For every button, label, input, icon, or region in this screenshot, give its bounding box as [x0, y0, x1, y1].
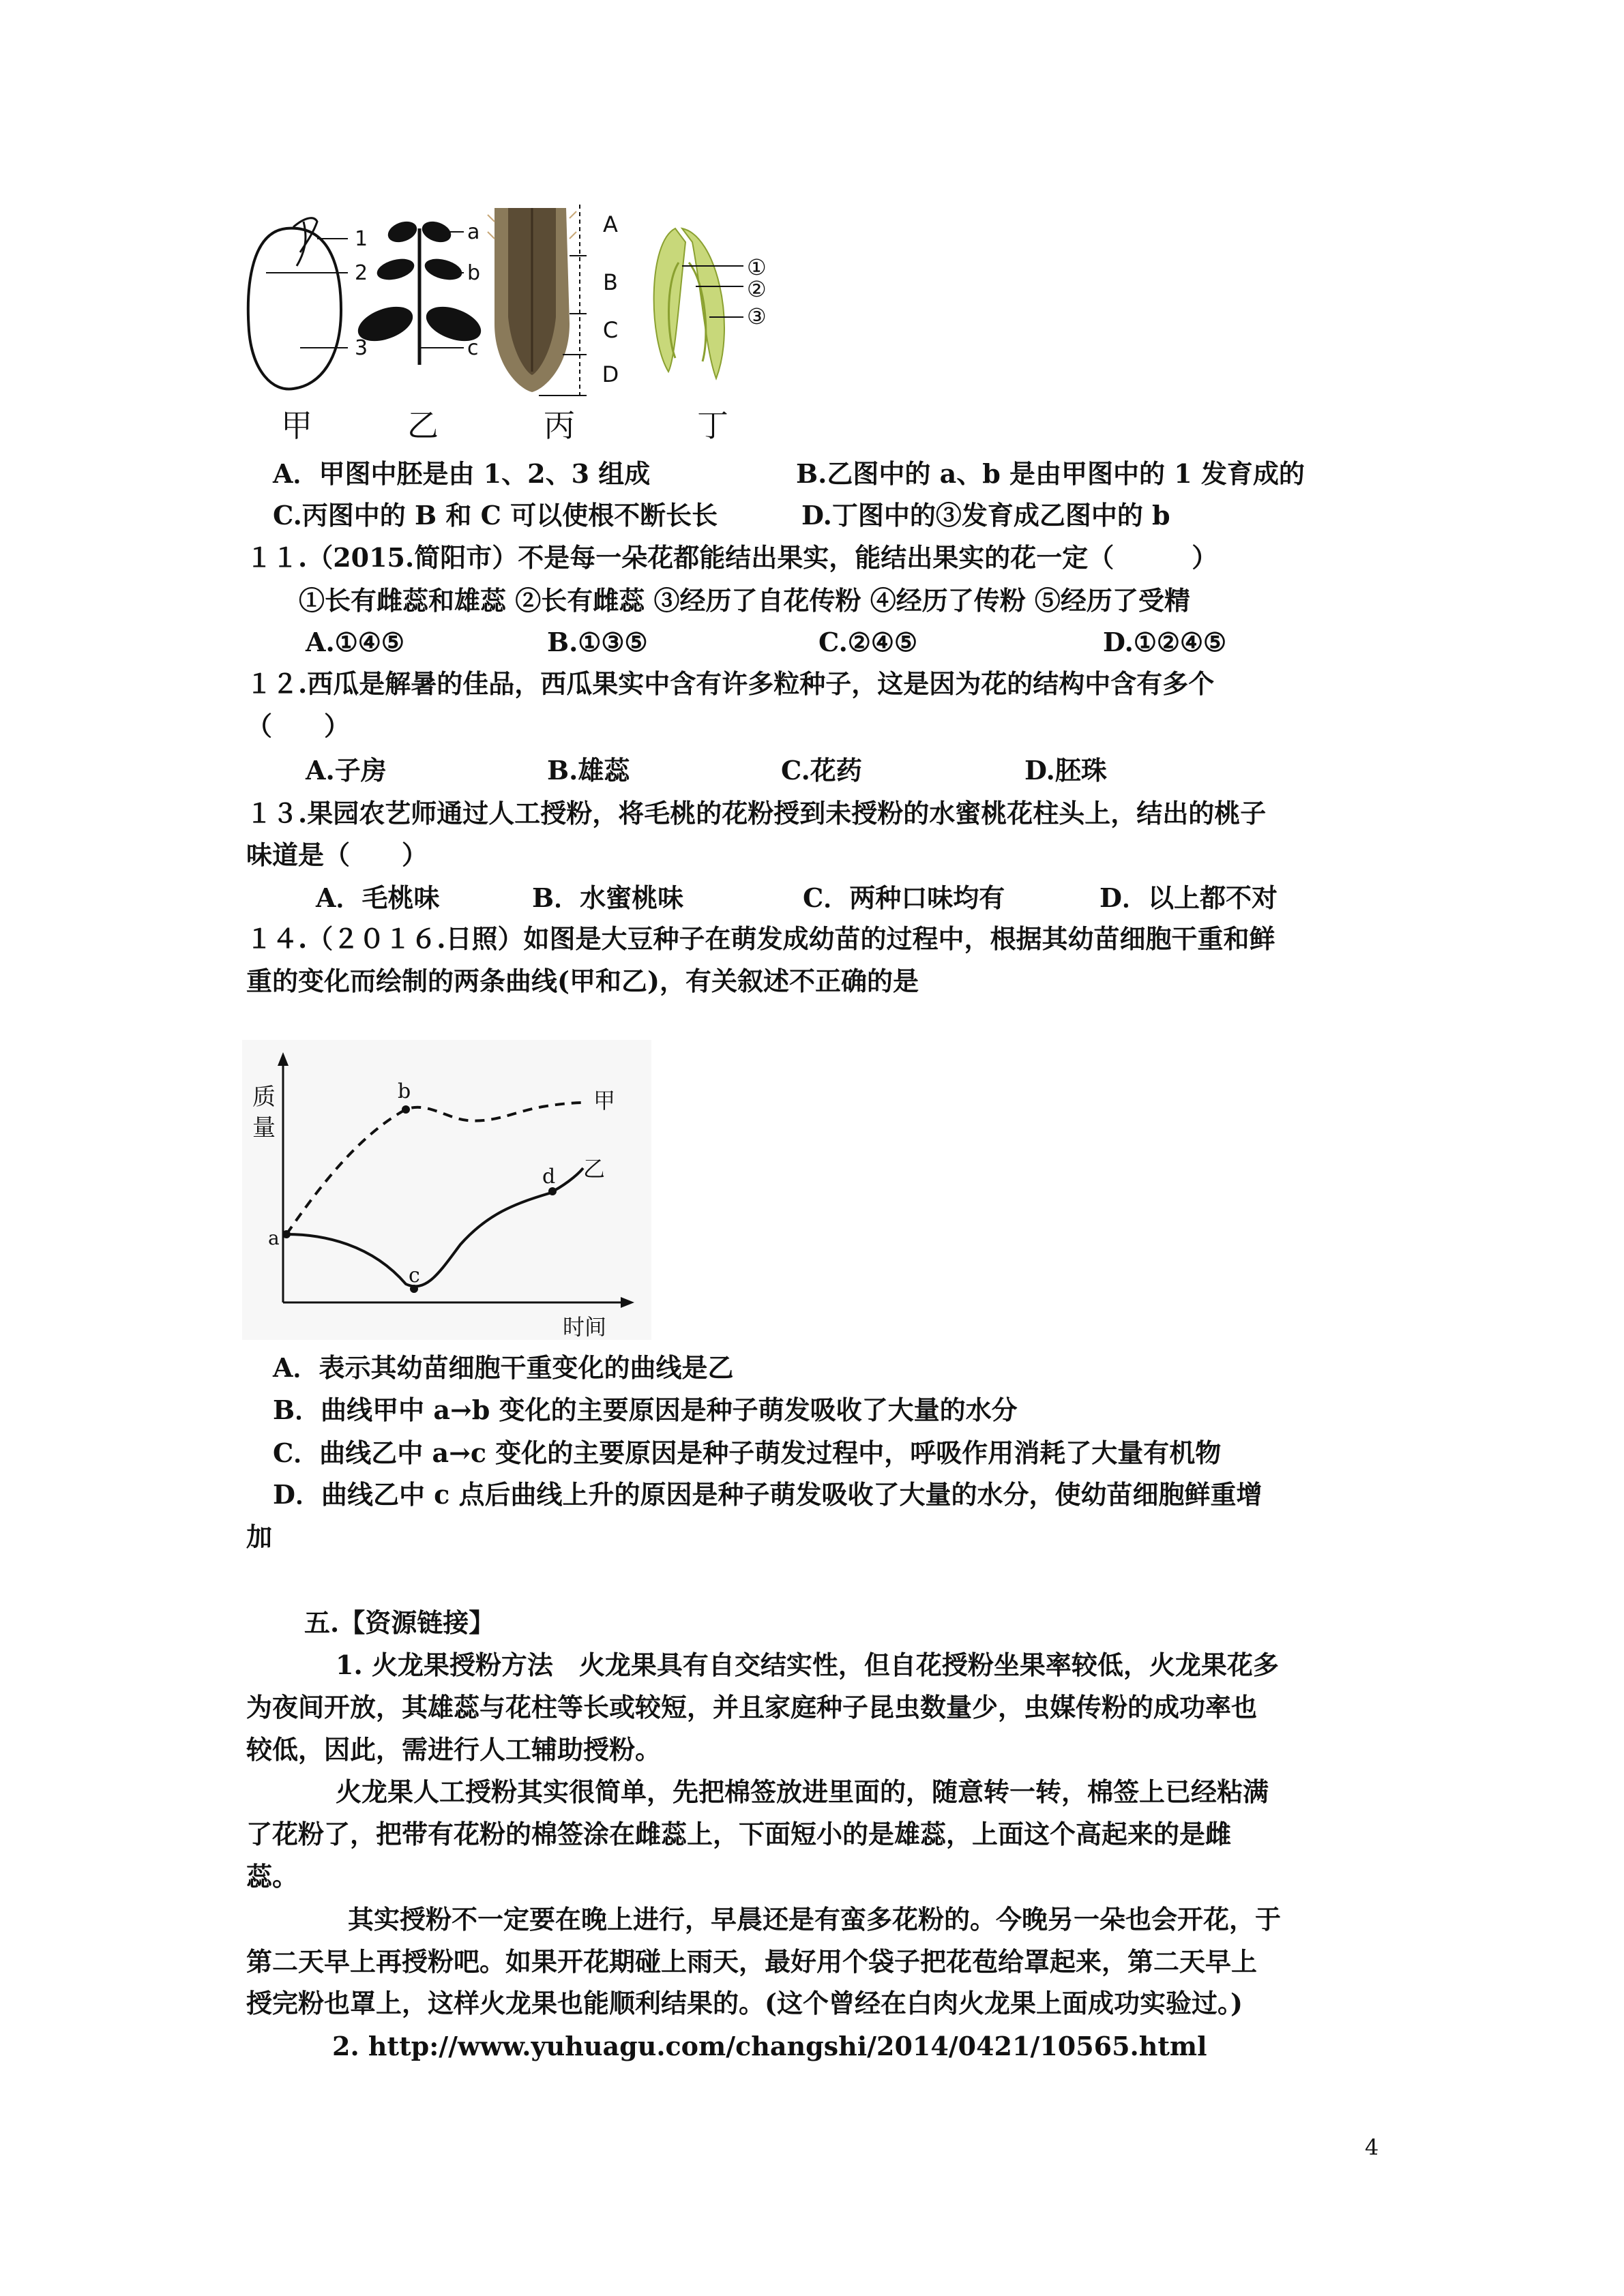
bing-mark-C: C [602, 317, 619, 343]
q14-option-b: B．曲线甲中 a→b 变化的主要原因是种子萌发吸收了大量的水分 [273, 1395, 1018, 1425]
section5-p3-line3: 授完粉也罩上，这样火龙果也能顺利结果的。(这个曾经在白肉火龙果上面成功实验过。) [246, 1988, 1243, 2018]
q10-option-d: D.丁图中的③发育成乙图中的 b [801, 500, 1170, 531]
yi-mark-b: b [467, 261, 481, 285]
jia-mark-3: 3 [355, 336, 368, 360]
bing-mark-D: D [602, 361, 619, 387]
bing-mark-A: A [603, 211, 618, 237]
q10-option-a: A．甲图中胚是由 1、2、3 组成 [273, 458, 651, 489]
q14-option-d-line2: 加 [246, 1521, 273, 1552]
point-b-dot [402, 1105, 410, 1114]
section5-heading: 五.【资源链接】 [304, 1607, 495, 1638]
yi-mark-a: a [467, 220, 480, 244]
q12-option-d: D.胚珠 [1024, 755, 1107, 786]
q12-stem-line2: （ ） [246, 711, 351, 741]
q11-items: ①长有雌蕊和雄蕊 ②长有雌蕊 ③经历了自花传粉 ④经历了传粉 ⑤经历了受精 [299, 585, 1190, 616]
ding-mark-2: ② [747, 276, 767, 302]
q11-option-a: A.①④⑤ [306, 627, 404, 657]
q12-stem-line1: １２.西瓜是解暑的佳品，西瓜果实中含有许多粒种子，这是因为花的结构中含有多个 [246, 668, 1215, 699]
q14-option-c: C．曲线乙中 a→c 变化的主要原因是种子萌发过程中，呼吸作用消耗了大量有机物 [273, 1437, 1222, 1468]
root-tip-diagram-bing [488, 205, 619, 396]
q13-option-c: C．两种口味均有 [803, 882, 1005, 913]
x-axis-label: 时间 [563, 1314, 607, 1340]
mass-change-curves [242, 1040, 651, 1340]
point-a-dot [282, 1230, 291, 1238]
q13-stem-line2: 味道是（ ） [246, 839, 428, 870]
q14-option-a: A．表示其幼苗细胞干重变化的曲线是乙 [273, 1352, 734, 1383]
point-a-label: a [268, 1227, 280, 1249]
section5-p1-line1: 1. 火龙果授粉方法 火龙果具有自交结实性，但自花授粉坐果率较低，火龙果花多 [336, 1650, 1279, 1680]
y-axis-label-char1: 质 [252, 1084, 276, 1111]
q11-option-c: C.②④⑤ [818, 627, 918, 657]
curve-yi-label: 乙 [583, 1156, 606, 1182]
jia-mark-1: 1 [355, 227, 368, 251]
ding-mark-1: ① [747, 254, 767, 280]
y-axis-label-char2: 量 [252, 1114, 276, 1142]
q14-stem-line1: １４.（２０１６.日照）如图是大豆种子在萌发成幼苗的过程中，根据其幼苗细胞干重和鲜 [246, 923, 1275, 954]
section5-p2-line3: 蕊。 [246, 1861, 299, 1892]
point-b-label: b [398, 1079, 411, 1103]
q11-stem: １１.（2015.简阳市）不是每一朵花都能结出果实，能结出果实的花一定（ ） [246, 542, 1218, 573]
q14-option-d-line1: D．曲线乙中 c 点后曲线上升的原因是种子萌发吸收了大量的水分，使幼苗细胞鲜重增 [273, 1479, 1263, 1510]
figure-label-yi: 乙 [407, 407, 439, 444]
jia-mark-2: 2 [355, 261, 368, 285]
plant-structure-diagrams [239, 201, 839, 453]
seedling-diagram-yi [353, 218, 486, 365]
q12-option-c: C.花药 [781, 755, 862, 786]
resource-link[interactable]: 2. http://www.yuhuagu.com/changshi/2014/0421/10565.html [332, 2031, 1207, 2061]
seed-diagram-jia [248, 218, 368, 389]
q13-option-b: B．水蜜桃味 [532, 882, 684, 913]
q12-option-b: B.雄蕊 [547, 755, 630, 786]
plant-structure-figure [239, 201, 839, 453]
section5-p1-line3: 较低，因此，需进行人工辅助授粉。 [246, 1734, 662, 1765]
figure-label-ding: 丁 [697, 407, 728, 444]
q10-option-b: B.乙图中的 a、b 是由甲图中的 1 发育成的 [796, 458, 1305, 489]
point-d-label: d [542, 1165, 556, 1189]
figure-label-jia: 甲 [281, 407, 312, 444]
figure-label-bing: 丙 [544, 407, 575, 444]
section5-p3-line2: 第二天早上再授粉吧。如果开花期碰上雨天，最好用个袋子把花苞给罩起来，第二天早上 [246, 1946, 1258, 1977]
ding-mark-3: ③ [747, 303, 767, 329]
section5-p3-line1: 其实授粉不一定要在晚上进行，早晨还是有蛮多花粉的。今晚另一朵也会开花，于 [348, 1904, 1282, 1935]
q13-option-a: A．毛桃味 [316, 882, 440, 913]
curve-jia-label: 甲 [593, 1088, 616, 1114]
bing-mark-B: B [603, 269, 618, 295]
q14-stem-line2: 重的变化而绘制的两条曲线(甲和乙)，有关叙述不正确的是 [246, 966, 919, 996]
q13-stem-line1: １３.果园农艺师通过人工授粉，将毛桃的花粉授到未授粉的水蜜桃花柱头上，结出的桃子 [246, 798, 1267, 829]
q11-option-d: D.①②④⑤ [1103, 627, 1227, 657]
q10-option-c: C.丙图中的 B 和 C 可以使根不断长长 [273, 500, 718, 531]
yi-mark-c: c [467, 336, 479, 360]
bud-diagram-ding [654, 228, 767, 378]
section5-p2-line2: 了花粉了，把带有花粉的棉签涂在雌蕊上，下面短小的是雄蕊，上面这个高起来的是雌 [246, 1819, 1232, 1849]
section5-p1-line2: 为夜间开放，其雄蕊与花柱等长或较短，并且家庭种子昆虫数量少，虫媒传粉的成功率也 [246, 1692, 1258, 1723]
q11-option-b: B.①③⑤ [547, 627, 648, 657]
mass-time-graph [242, 1040, 651, 1340]
point-c-label: c [409, 1264, 420, 1287]
page-number: 4 [1365, 2134, 1379, 2160]
section5-p2-line1: 火龙果人工授粉其实很简单，先把棉签放进里面的，随意转一转，棉签上已经粘满 [336, 1776, 1269, 1807]
q13-option-d: D．以上都不对 [1099, 882, 1278, 913]
q12-option-a: A.子房 [306, 755, 387, 786]
